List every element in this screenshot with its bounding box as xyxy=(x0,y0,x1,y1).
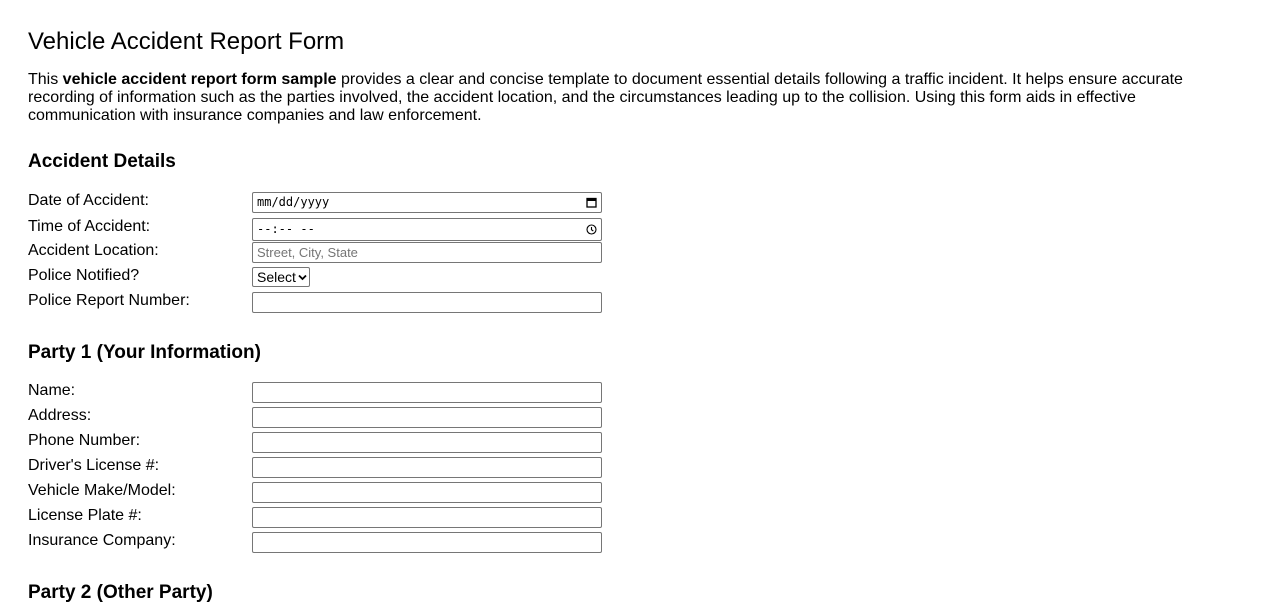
party1-phone-input[interactable] xyxy=(252,432,602,453)
row-party1-vehicle xyxy=(28,482,628,504)
row-party1-license xyxy=(28,457,628,479)
time-of-accident-input[interactable] xyxy=(252,218,602,241)
row-party1-phone xyxy=(28,432,628,454)
row-party1-address xyxy=(28,407,628,429)
row-date-of-accident xyxy=(28,192,628,214)
party1-phone-label: Phone Number: xyxy=(28,432,141,449)
police-report-number-label: Police Report Number: xyxy=(28,292,190,309)
location-placeholder: Street, City, State xyxy=(257,245,358,260)
party1-license-input[interactable] xyxy=(252,457,602,478)
row-party1-name xyxy=(28,382,628,404)
party1-plate-label: License Plate #: xyxy=(28,507,142,524)
date-of-accident-input[interactable] xyxy=(252,192,602,213)
police-notified-label: Police Notified? xyxy=(28,267,140,284)
intro-bold: vehicle accident report form sample xyxy=(62,71,337,88)
time-placeholder: --:-- -- xyxy=(257,222,315,236)
party1-plate-input[interactable] xyxy=(252,507,602,528)
party1-vehicle-input[interactable] xyxy=(252,482,602,503)
row-party1-insurance xyxy=(28,532,628,554)
party1-address-label: Address: xyxy=(28,407,92,424)
accident-location-label: Accident Location: xyxy=(28,242,159,259)
party1-vehicle-label: Vehicle Make/Model: xyxy=(28,482,176,499)
page-title: Vehicle Accident Report Form xyxy=(28,28,345,55)
intro-prefix: This xyxy=(28,71,63,88)
clock-icon[interactable] xyxy=(586,224,597,235)
date-of-accident-label: Date of Accident: xyxy=(28,192,149,209)
section-title-party-1: Party 1 (Your Information) xyxy=(28,342,261,363)
party1-name-input[interactable] xyxy=(252,382,602,403)
row-accident-location xyxy=(28,242,628,264)
intro-suffix: provides a clear and concise template to document essential details following a traffic incident. It helps ensure accurate recording of information such as the parties involved, the accident location, and the circumstances leading up to the collision. Using this form aids in effective communication with insurance companies and law enforcement. xyxy=(28,71,1183,124)
time-of-accident-label: Time of Accident: xyxy=(28,218,151,235)
row-party1-plate xyxy=(28,507,628,529)
party1-insurance-input[interactable] xyxy=(252,532,602,553)
police-report-number-input[interactable] xyxy=(252,292,602,313)
police-notified-selected: Select xyxy=(257,269,296,285)
accident-location-input[interactable] xyxy=(252,242,602,263)
party1-address-input[interactable] xyxy=(252,407,602,428)
row-police-notified xyxy=(28,267,628,289)
section-title-accident-details: Accident Details xyxy=(28,151,176,172)
police-notified-select[interactable] xyxy=(252,267,310,287)
row-police-report-number xyxy=(28,292,628,314)
intro-paragraph xyxy=(28,71,1198,125)
party1-license-label: Driver's License #: xyxy=(28,457,160,474)
party1-insurance-label: Insurance Company: xyxy=(28,532,176,549)
row-time-of-accident xyxy=(28,218,628,240)
party1-name-label: Name: xyxy=(28,382,76,399)
calendar-icon[interactable] xyxy=(586,197,597,208)
section-title-party-2: Party 2 (Other Party) xyxy=(28,582,213,603)
date-placeholder: mm/dd/yyyy xyxy=(257,195,330,209)
chevron-down-icon xyxy=(298,274,307,281)
